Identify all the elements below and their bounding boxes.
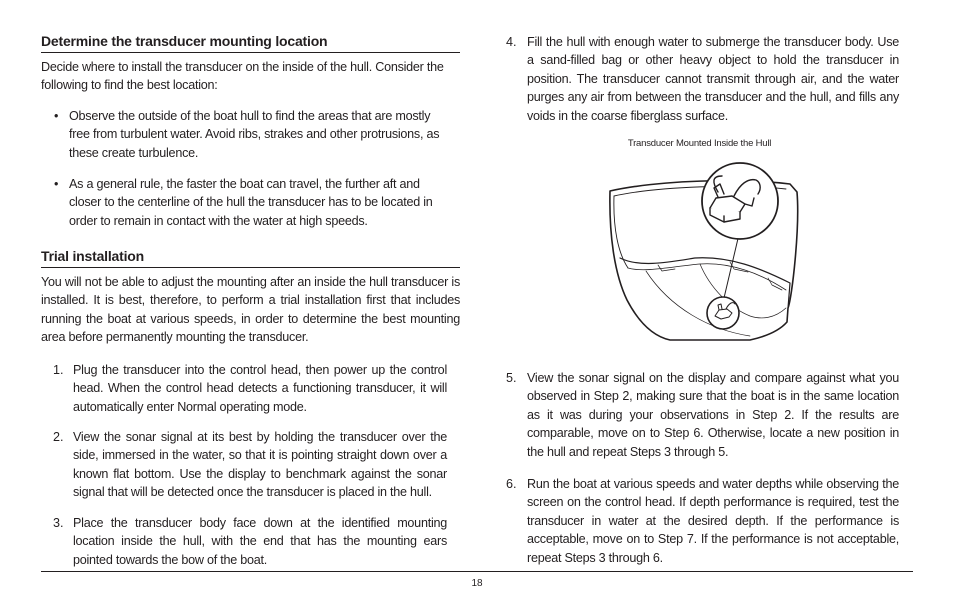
step-text: Run the boat at various speeds and water depths while observing the screen on the control head. If depth performance is required, test the transducer in water at the desired depth. If the performance is acceptable, move on to Step 7. If the performance is not acceptable, repeat Steps 3 through 6. bbox=[527, 477, 899, 565]
step-number: 3. bbox=[53, 516, 64, 530]
step-number: 1. bbox=[53, 363, 64, 377]
intro-paragraph: Decide where to install the transducer on the inside of the hull. Consider the following to find the best location: bbox=[41, 60, 444, 93]
step-text: View the sonar signal at its best by holding the transducer over the side, immersed in the water, so that it is pointing straight down over a known flat bottom. Use the display to benchmark against the sonar signal that will be detected once the transducer is placed in the hull. bbox=[73, 430, 447, 500]
step-text: Fill the hull with enough water to submerge the transducer body. Use a sand-filled bag or other heavy object to hold the transducer in position. The transducer cannot transmit through air, and the water purges any air from between the transducer and the hull, and fills any voids in the coarse fiberglass surface. bbox=[527, 35, 899, 123]
heading-mounting-location: Determine the transducer mounting location bbox=[41, 33, 328, 49]
step-text: View the sonar signal on the display and compare against what you observed in Step 2, making sure that the boat is in the same location as it was during your observations in Step 2. If the results are comparable, move on to Step 6. Otherwise, locate a new position in the hull and repeat Steps 3 through 5. bbox=[527, 371, 899, 459]
bullet-dot: • bbox=[54, 109, 59, 123]
heading-underline bbox=[41, 267, 460, 268]
step-number: 4. bbox=[506, 35, 517, 49]
bullet-dot: • bbox=[54, 177, 59, 191]
figure-caption: Transducer Mounted Inside the Hull bbox=[627, 138, 772, 149]
step-number: 6. bbox=[506, 477, 517, 491]
step-number: 2. bbox=[53, 430, 64, 444]
bullet-item: As a general rule, the faster the boat can travel, the further aft and closer to the centerline of the hull the transducer has to be located in order to remain in contact with the water at high speeds. bbox=[69, 177, 433, 228]
hull-illustration bbox=[600, 158, 820, 348]
heading-trial-installation: Trial installation bbox=[41, 248, 144, 264]
page-number: 18 bbox=[471, 578, 483, 589]
step-text: Plug the transducer into the control head, then power up the control head. When the control head detects a functioning transducer, it will automatically enter Normal operating mode. bbox=[73, 363, 447, 414]
heading-underline bbox=[41, 52, 460, 53]
step-text: Place the transducer body face down at the identified mounting location inside the hull, with the end that has the mounting ears pointed towards the bow of the boat. bbox=[73, 516, 447, 567]
footer-rule bbox=[41, 571, 913, 572]
step-number: 5. bbox=[506, 371, 517, 385]
trial-paragraph: You will not be able to adjust the mounting after an inside the hull transducer is installed. It is best, therefore, to perform a trial installation first that includes running the boat at various speeds, in order to determine the best mounting area before permanently mounting the transducer. bbox=[41, 275, 460, 345]
bullet-item: Observe the outside of the boat hull to find the areas that are mostly free from turbulent water. Avoid ribs, strakes and other protrusions, as these create turbulence. bbox=[69, 109, 440, 160]
